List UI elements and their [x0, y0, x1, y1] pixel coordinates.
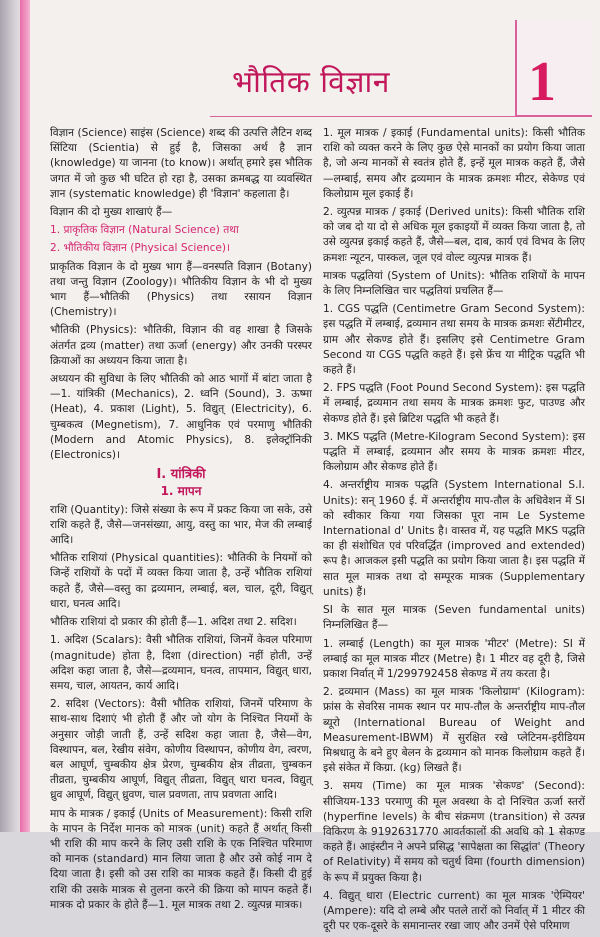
fps-system: 2. FPS पद्धति (Foot Pound Second System): इस पद्धति में लम्बाई, द्रव्यमान तथा समय के मात्रक क्रमशः फुट, पाउण्ड और सेकण्ड होते हैं। इसे ब्रिटिश पद्धति भी कहते हैं। [323, 382, 585, 425]
page-color-edge [20, 0, 30, 832]
right-column [323, 126, 585, 937]
branch-natural-science: 1. प्राकृतिक विज्ञान (Natural Science) तथा [50, 224, 239, 237]
left-column [50, 126, 312, 916]
fundamental-units: 1. मूल मात्रक / इकाई (Fundamental units): किसी भौतिक राशि को व्यक्त करने के लिए कुछ ऐसे मानकों का प्रयोग किया जाता है, जो अन्य मानकों से स्वतंत्र होते हैं, इन्हें मूल मात्रक कहते हैं, जैसे—लम्बाई, समय और द्रव्यमान के मात्रक क्रमशः मीटर, सेकेण्ड एवं किलोग्राम मूल इकाई हैं। [323, 127, 585, 200]
length-unit: 1. लम्बाई (Length) का मूल मात्रक 'मीटर' (Metre): SI में लम्बाई का मूल मात्रक मीटर (Metre) है। 1 मीटर वह दूरी है, जिसे प्रकाश निर्वात् में 1/299792458 सेकण्ड में तय करता है। [323, 637, 585, 680]
systems-of-units: मात्रक पद्धतियां (System of Units): भौतिक राशियों के मापन के लिए निम्नलिखित चार पद्धतियां प्रचलित हैं— [323, 269, 585, 298]
quantity-types: भौतिक राशियां दो प्रकार की होती हैं—1. अदिश तथा 2. सदिश। [50, 616, 297, 629]
vectors-definition: 2. सदिश (Vectors): वैसी भौतिक राशियां, जिनमें परिमाण के साथ-साथ दिशाएं भी होती हैं और जो योग के निश्चित नियमों के अनुसार जोड़ी जाती हैं, उन्हें सदिश कहा जाता है, जैसे—वेग, विस्थापन, बल, रेखीय संवेग, कोणीय विस्थापन, कोणीय वेग, त्वरण, बल आघूर्ण, चुम्बकीय क्षेत्र प्रेरण, चुम्बकीय क्षेत्र तीव्रता, चुम्बकन तीव्रता, चुम्बकीय आघूर्ण, विद्युत् तीव्रता, विद्युत् धारा घनत्व, विद्युत् ध्रुव आघूर्ण, विद्युत् ध्रुवण, चाल प्रवणता, ताप प्रवणता आदि। [50, 698, 312, 802]
time-unit: 3. समय (Time) का मूल मात्रक 'सेकण्ड' (Second): सीजियम-133 परमाणु की मूल अवस्था के दो निश्चित ऊर्जा स्तरों (hyperfine levels) के बीच संक्रमण (transition) से उत्पन्न विकिरण के 9192631770 आवर्तकालों की अवधि को 1 सेकण्ड कहते हैं। आइंस्टीन ने अपने प्रसिद्ध 'सापेक्षता का सिद्धांत' (Theory of Relativity) में समय को चतुर्थ विमा (fourth dimension) के रूप में प्रयुक्त किया है। [323, 780, 585, 884]
units-definition: माप के मात्रक / इकाई (Units of Measurement): किसी राशि के मापन के निर्देश मानक को मात्रक (unit) कहते हैं अर्थात् किसी भी राशि की माप करने के लिए उसी राशि के एक निश्चित परिमाण को मानक (standard) मान लिया जाता है और उसे कोई नाम दे दिया जाता है। इसी को उस राशि का मात्रक कहते हैं। किसी दी हुई राशि की उसके मात्रक से तुलना करने की क्रिया को मापन कहते हैं। मात्रक दो प्रकार के होते हैं—1. मूल मात्रक तथा 2. व्युत्पन्न मात्रक। [50, 807, 312, 911]
scalars-definition: 1. अदिश (Scalars): वैसी भौतिक राशियां, जिनमें केवल परिमाण (magnitude) होता है, दिशा (direction) नहीं होती, उन्हें अदिश कहा जाता है, जैसे—द्रव्यमान, घनत्व, तापमान, विद्युत् धारा, समय, चाल, आयतन, कार्य आदि। [50, 634, 312, 692]
si-system: 4. अन्तर्राष्ट्रीय मात्रक पद्धति (System International S.I. Units): सन् 1960 ई. में अन्तर्राष्ट्रीय माप-तौल के अधिवेशन में SI को स्वीकार किया गया जिसका पूरा नाम Le Systeme International d' Units है। वास्तव में, यह पद्धति MKS पद्धति का ही संशोधित एवं परिवर्द्धित (improved and extended) रूप है। आजकल इसी पद्धति का प्रयोग किया जाता है। इस पद्धति में सात मूल मात्रक तथा दो सम्पूरक मात्रक (Supplementary units) हैं। [323, 479, 585, 598]
current-unit: 4. विद्युत् धारा (Electric current) का मूल मात्रक 'ऐम्पियर' (Ampere): यदि दो लम्बे और पतले तारों को निर्वात् में 1 मीटर की दूरी पर एक-दूसरे के समानान्तर रखा जाए और उनमें ऐसे परिमाण [323, 889, 585, 933]
subsection-title-measurement: 1. मापन [160, 484, 202, 499]
physics-eight-branches: अध्ययन की सुविधा के लिए भौतिकी को आठ भागों में बांटा जाता है—1. यांत्रिकी (Mechanics), 2. ध्वनि (Sound), 3. ऊष्मा (Heat), 4. प्रकाश (Light), 5. विद्युत् (Electricity), 6. चुम्बकत्व (Megnetism), 7. आधुनिक एवं परमाणु भौतिकी (Modern and Atomic Physics), 8. इलेक्ट्रॉनिकी (Electronics)। [50, 373, 312, 462]
cgs-system: 1. CGS पद्धति (Centimetre Gram Second System): इस पद्धति में लम्बाई, द्रव्यमान तथा समय के मात्रक क्रमशः सेंटीमीटर, ग्राम और सेकण्ड होते हैं। इसलिए इसे Centimetre Gram Second या CGS पद्धति कहते हैं। इसे फ्रेंच या मीट्रिक पद्धति भी कहते हैं। [323, 303, 585, 377]
mks-system: 3. MKS पद्धति (Metre-Kilogram Second System): इस पद्धति में लम्बाई, द्रव्यमान और समय के मात्रक क्रमशः मीटर, किलोग्राम और सेकण्ड होते हैं। [323, 430, 585, 474]
branches-intro: विज्ञान की दो मुख्य शाखाएं हैं— [50, 206, 173, 219]
chapter-number: 1 [528, 51, 556, 113]
branch-physical-science: 2. भौतिकीय विज्ञान (Physical Science)। [50, 242, 231, 255]
physics-definition: भौतिकी (Physics): भौतिकी, विज्ञान की वह शाखा है जिसके अंतर्गत द्रव्य (matter) तथा ऊर्जा (energy) और उनकी परस्पर क्रियाओं का अध्ययन किया जाता है। [50, 324, 312, 367]
chapter-title: भौतिक विज्ञान [232, 65, 390, 100]
mass-unit: 2. द्रव्यमान (Mass) का मूल मात्रक 'किलोग्राम' (Kilogram): फ्रांस के सेवरिस नामक स्थान पर माप-तौल के अन्तर्राष्ट्रीय माप-तौल ब्यूरो (International Bureau of Weight and Measurement-IBWM) में सुरक्षित रखे प्लेटिनम-इरीडियम मिश्रधातु के बने हुए बेलन के द्रव्यमान को मानक किलोग्राम कहते हैं। इसे संकेत में किग्रा. (kg) लिखते हैं। [323, 686, 585, 775]
section-title-mechanics: I. यांत्रिकी [156, 467, 206, 483]
natural-science-parts: प्राकृतिक विज्ञान के दो मुख्य भाग हैं—वनस्पति विज्ञान (Botany) तथा जन्तु विज्ञान (Zoology)। भौतिकीय विज्ञान के भी दो मुख्य भाग हैं—भौतिकी (Physics) तथा रसायन विज्ञान (Chemistry)। [50, 260, 312, 319]
science-intro: विज्ञान (Science) साइंस (Science) शब्द की उत्पत्ति लैटिन शब्द सिंटिया (Scientia) से हुई है, जिसका अर्थ है ज्ञान (knowledge) या जानना (to know)। अर्थात् हमारे इस भौतिक जगत में जो कुछ भी घटित हो रहा है, उसका क्रमबद्ध या व्यवस्थित ज्ञान (systematic knowledge) ही 'विज्ञान' कहलाता है। [50, 127, 312, 200]
quantity-definition: राशि (Quantity): जिसे संख्या के रूप में प्रकट किया जा सके, उसे राशि कहते हैं, जैसे—जनसंख्या, आयु, वस्तु का भार, मेज की लम्बाई आदि। [50, 503, 312, 547]
seven-fundamental-units: SI के सात मूल मात्रक (Seven fundamental units) निम्नलिखित हैं— [323, 604, 585, 632]
derived-units: 2. व्युत्पन्न मात्रक / इकाई (Derived units): किसी भौतिक राशि को जब दो या दो से अधिक मूल इकाइयों में व्यक्त किया जाता है, तो उसे व्युत्पन्न इकाई कहते हैं, जैसे—बल, दाब, कार्य एवं विभव के लिए क्रमशः न्यूटन, पास्कल, जूल एवं वोल्ट व्युत्पन्न मात्रक हैं। [323, 206, 585, 264]
physical-quantities-definition: भौतिक राशियां (Physical quantities): भौतिकी के नियमों को जिन्हें राशियों के पदों में व्यक्त किया जाता है, उन्हें भौतिक राशियां कहते हैं, जैसे—वस्तु का द्रव्यमान, लम्बाई, बल, चाल, दूरी, विद्युत् धारा, घनत्व आदि। [50, 552, 312, 610]
